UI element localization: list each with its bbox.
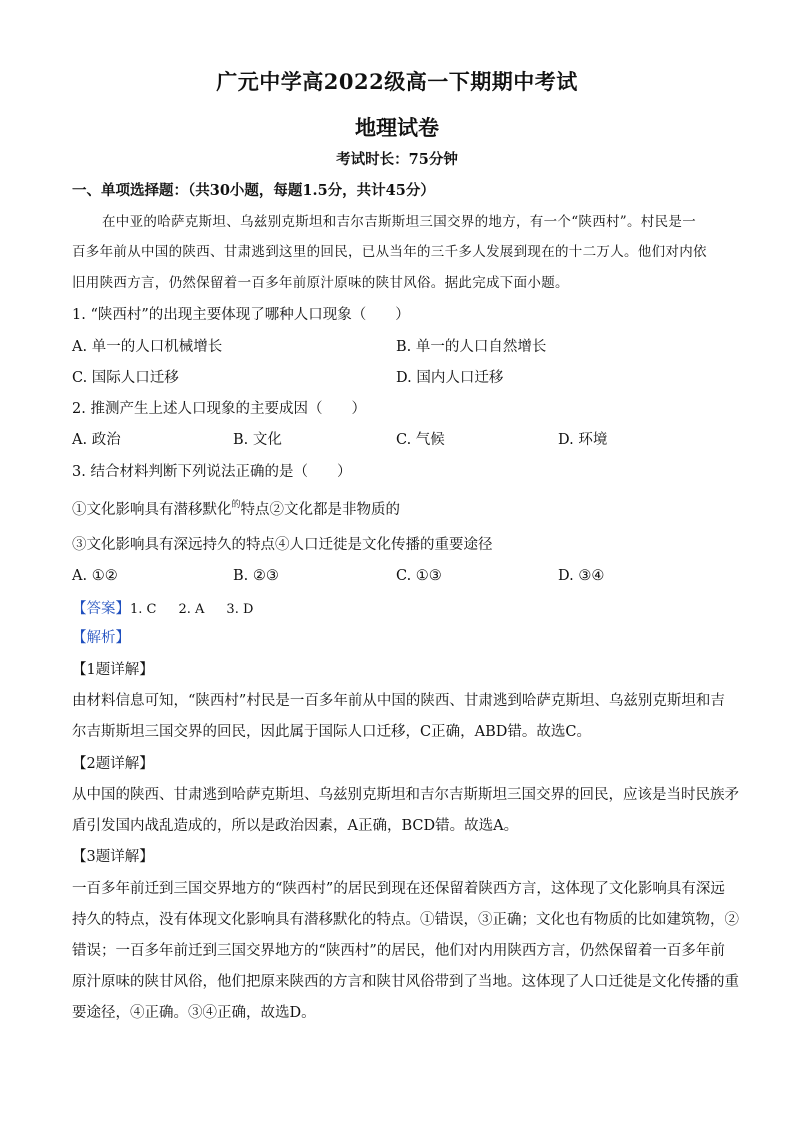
question-stem: 1. “陕西村”的出现主要体现了哪种人口现象（ ） [72, 307, 410, 323]
section-heading: 一、单项选择题：（共30小题，每题1.5分，共计45分） [72, 182, 435, 199]
option: C. 气候 [396, 432, 445, 448]
option: B. ②③ [233, 568, 279, 584]
option: A. ①② [72, 568, 118, 584]
answer-item: 2. A [178, 602, 205, 617]
option: A. 单一的人口机械增长 [72, 339, 223, 355]
material-line: 百多年前从中国的陕西、甘肃逃到这里的回民，已从当年的三千多人发展到现在的十二万人。他们对内依 [72, 244, 707, 260]
statement-text: 特点②文化都是非物质的 [240, 502, 401, 518]
detail-label: 【1题详解】 [72, 662, 154, 678]
answer-row [72, 597, 275, 618]
option: C. ①③ [396, 568, 442, 584]
detail-label: 【2题详解】 [72, 756, 154, 772]
material-line: 旧用陕西方言，仍然保留着一百多年前原汁原味的陕甘风俗。据此完成下面小题。 [72, 275, 569, 291]
detail-line: 错误；一百多年前迁到三国交界地方的“陕西村”的居民，他们对内用陕西方言，仍然保留着一百多年前 [72, 943, 725, 959]
statement-line: ③文化影响具有深远持久的特点④人口迁徙是文化传播的重要途径 [72, 537, 493, 553]
option: D. 国内人口迁移 [396, 370, 504, 386]
subject-title: 地理试卷 [355, 115, 439, 140]
answer-item: 1. C [130, 602, 157, 617]
statement-mark: 的 [231, 500, 241, 510]
option: C. 国际人口迁移 [72, 370, 179, 386]
detail-line: 盾引发国内战乱造成的，所以是政治因素，A正确，BCD错。故选A。 [72, 818, 519, 834]
answer-label: 【答案】 [72, 601, 130, 617]
question-stem: 3. 结合材料判断下列说法正确的是（ ） [72, 464, 352, 480]
detail-line: 尔吉斯斯坦三国交界的回民，因此属于国际人口迁移，C正确，ABD错。故选C。 [72, 724, 591, 740]
option: B. 文化 [233, 432, 282, 448]
detail-line: 要途径，④正确。③④正确，故选D。 [72, 1005, 316, 1021]
detail-line: 一百多年前迁到三国交界地方的“陕西村”的居民到现在还保留着陕西方言，这体现了文化影响具有深远 [72, 881, 725, 897]
detail-label: 【3题详解】 [72, 849, 154, 865]
material-line: 在中亚的哈萨克斯坦、乌兹别克斯坦和吉尔吉斯斯坦三国交界的地方，有一个“陕西村”。村民是一 [102, 214, 697, 230]
detail-line: 从中国的陕西、甘肃逃到哈萨克斯坦、乌兹别克斯坦和吉尔吉斯斯坦三国交界的回民，应该是当时民族矛 [72, 787, 739, 803]
option: A. 政治 [72, 432, 121, 448]
option: D. 环境 [558, 432, 608, 448]
option: B. 单一的人口自然增长 [396, 339, 547, 355]
exam-title: 广元中学高2022级高一下期期中考试 [216, 69, 578, 94]
answer-item: 3. D [226, 602, 254, 617]
detail-line: 由材料信息可知，“陕西村”村民是一百多年前从中国的陕西、甘肃逃到哈萨克斯坦、乌兹别克斯坦和吉 [72, 693, 725, 709]
detail-line: 持久的特点，没有体现文化影响具有潜移默化的特点。①错误，③正确；文化也有物质的比如建筑物，② [72, 912, 739, 928]
detail-line: 原汁原味的陕甘风俗，他们把原来陕西的方言和陕甘风俗带到了当地。这体现了人口迁徙是文化传播的重 [72, 974, 739, 990]
analysis-label: 【解析】 [72, 630, 130, 646]
statement-line [72, 500, 400, 522]
question-stem: 2. 推测产生上述人口现象的主要成因（ ） [72, 401, 366, 417]
statement-text: ①文化影响具有潜移默化 [72, 502, 232, 518]
exam-duration: 考试时长：75分钟 [336, 151, 458, 168]
option: D. ③④ [558, 568, 605, 584]
